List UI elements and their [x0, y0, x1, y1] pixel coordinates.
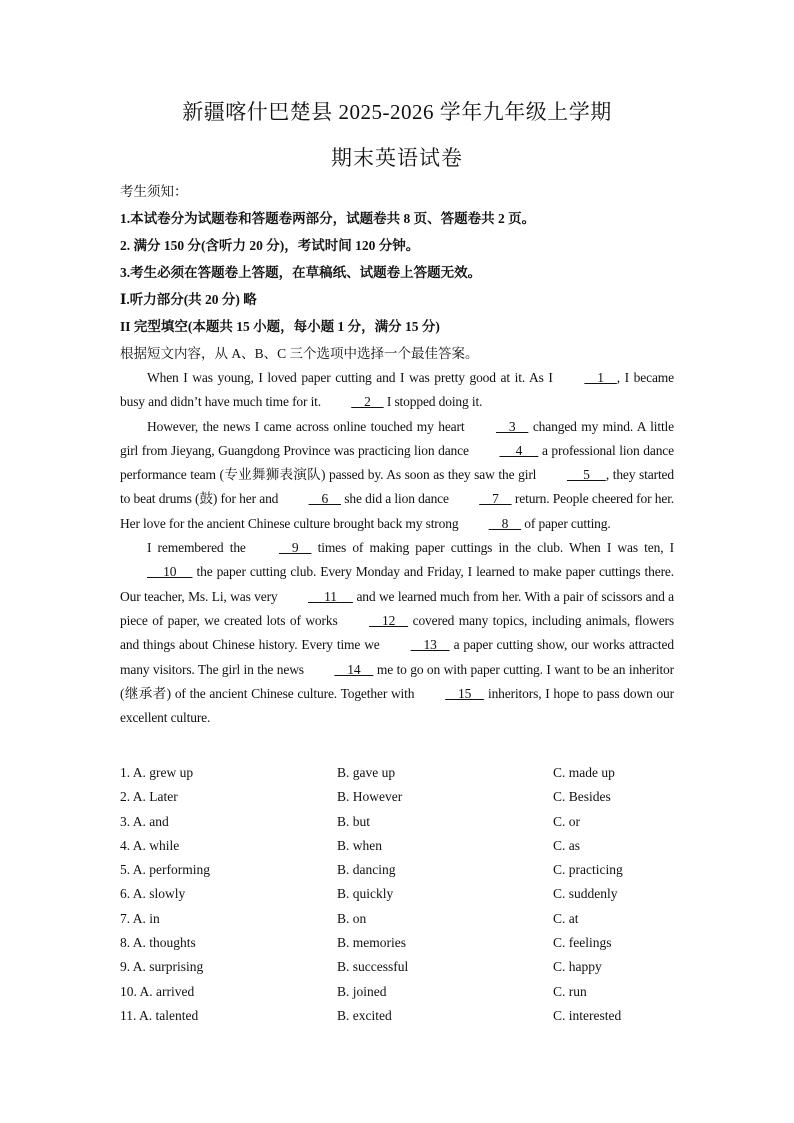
notes-heading: 考生须知：	[120, 184, 188, 199]
option-b: B. successful	[337, 959, 409, 975]
passage-text: inheritors, I hope to pass down our excellent culture.	[120, 685, 674, 726]
passage-text: , I became busy and didn’t have much time for it.	[120, 370, 674, 410]
passage-text: , they started to beat drums (鼓) for her and	[120, 467, 674, 507]
cloze-blank: 9	[279, 540, 312, 556]
option-a: 1. A. grew up	[120, 765, 194, 780]
exam-subtitle: 期末英语试卷	[331, 146, 463, 170]
option-a: 7. A. in	[120, 910, 160, 926]
option-b: B. excited	[337, 1007, 392, 1023]
cloze-blank: 12	[369, 612, 409, 628]
cloze-blank: 15	[445, 685, 485, 701]
passage-paragraph-1	[120, 366, 674, 415]
option-a: 4. A. while	[120, 837, 180, 853]
passage-text: I remembered the	[147, 540, 252, 556]
passage-text: times of making paper cuttings in the club. When I was ten, I	[311, 540, 674, 556]
section-listening: Ⅰ.听力部分(共 20 分) 略	[120, 292, 257, 307]
cloze-blank: 3	[495, 418, 529, 434]
cloze-passage	[120, 366, 674, 730]
option-a: 9. A. surprising	[120, 959, 204, 975]
section-cloze: II 完型填空(本题共 15 小题，每小题 1 分，满分 15 分)	[120, 319, 440, 334]
option-row	[120, 785, 680, 809]
passage-text: covered many topics, including animals, flowers and things about Chinese history. Every time we	[120, 612, 675, 653]
option-c: C. happy	[553, 959, 602, 975]
passage-text: a paper cutting show, our works attracted many visitors. The girl in the news	[120, 637, 674, 677]
notes-item-2: 2. 满分 150 分(含听力 20 分)，考试时间 120 分钟。	[120, 238, 420, 253]
option-a: 2. A. Later	[120, 789, 178, 805]
option-row	[120, 761, 680, 785]
option-b: B. memories	[337, 935, 406, 951]
cloze-blank: 8	[488, 515, 522, 531]
cloze-blank: 7	[479, 491, 512, 507]
option-row	[120, 980, 680, 1004]
passage-paragraph-3	[120, 536, 674, 730]
option-c: C. made up	[553, 765, 615, 780]
option-row	[120, 931, 680, 955]
option-row	[120, 955, 680, 979]
option-c: C. run	[553, 983, 587, 999]
option-b: B. However	[337, 789, 403, 805]
passage-text: return. People cheered for her. Her love for the ancient Chinese culture brought back my strong	[120, 491, 675, 531]
option-a: 10. A. arrived	[120, 983, 195, 999]
option-c: C. Besides	[553, 789, 611, 805]
option-c: C. suddenly	[553, 886, 618, 902]
notes-item-1: 1.本试卷分为试题卷和答题卷两部分，试题卷共 8 页、答题卷共 2 页。	[120, 211, 536, 226]
option-a: 5. A. performing	[120, 862, 210, 878]
option-a: 3. A. and	[120, 813, 169, 829]
option-row	[120, 907, 680, 931]
exam-notes	[120, 178, 680, 367]
cloze-instruction: 根据短文内容，从 A、B、C 三个选项中选择一个最佳答案。	[120, 346, 479, 361]
cloze-blank: 14	[334, 661, 374, 677]
cloze-blank: 10	[147, 564, 193, 580]
cloze-blank: 1	[584, 370, 617, 385]
option-c: C. at	[553, 910, 579, 926]
passage-text: changed my mind. A little girl from Jieyang, Guangdong Province was practicing lion dance	[120, 418, 674, 458]
option-a: 6. A. slowly	[120, 886, 186, 902]
option-c: C. or	[553, 813, 580, 829]
option-a: 11. A. talented	[120, 1007, 199, 1023]
option-b: B. quickly	[337, 886, 394, 902]
cloze-blank: 6	[308, 491, 341, 507]
option-row	[120, 1004, 680, 1028]
passage-text: the paper cutting club. Every Monday and Friday, I learned to make paper cuttings there. Our teacher, Ms. Li, was very	[120, 564, 674, 604]
option-b: B. on	[337, 910, 367, 926]
option-c: C. as	[553, 837, 580, 853]
cloze-blank: 5	[566, 467, 606, 483]
option-row	[120, 810, 680, 834]
option-c: C. practicing	[553, 862, 623, 878]
answer-options	[120, 761, 680, 1028]
option-c: C. interested	[553, 1007, 622, 1023]
passage-text: a professional lion dance performance team (专业舞狮表演队) passed by. As soon as they saw the girl	[120, 442, 674, 483]
passage-text: and we learned much from her. With a pair of scissors and a piece of paper, we created lots of works	[120, 588, 675, 628]
passage-text: of paper cutting.	[521, 515, 611, 531]
option-b: B. gave up	[337, 765, 396, 780]
passage-text: she did a lion dance	[341, 491, 453, 507]
passage-text: When I was young, I loved paper cutting and I was pretty good at it. As I	[147, 370, 558, 385]
passage-paragraph-2	[120, 415, 674, 536]
passage-text: I stopped doing it.	[383, 394, 483, 410]
option-c: C. feelings	[553, 935, 612, 951]
cloze-blank: 2	[351, 394, 384, 410]
option-a: 8. A. thoughts	[120, 935, 196, 951]
cloze-blank: 11	[308, 588, 353, 604]
option-row	[120, 834, 680, 858]
option-b: B. when	[337, 837, 382, 853]
passage-text: me to go on with paper cutting. I want to be an inheritor (继承者) of the ancient Chinese culture. Together with	[120, 661, 674, 701]
option-b: B. but	[337, 813, 371, 829]
cloze-blank: 4	[499, 442, 539, 458]
option-row	[120, 882, 680, 906]
passage-text: However, the news I came across online touched my heart	[147, 418, 469, 434]
notes-item-3: 3.考生必须在答题卷上答题，在草稿纸、试题卷上答题无效。	[120, 265, 482, 280]
option-b: B. joined	[337, 983, 387, 999]
option-row	[120, 858, 680, 882]
cloze-blank: 13	[410, 637, 450, 653]
exam-title: 新疆喀什巴楚县 2025-2026 学年九年级上学期	[182, 100, 612, 124]
option-b: B. dancing	[337, 862, 396, 878]
